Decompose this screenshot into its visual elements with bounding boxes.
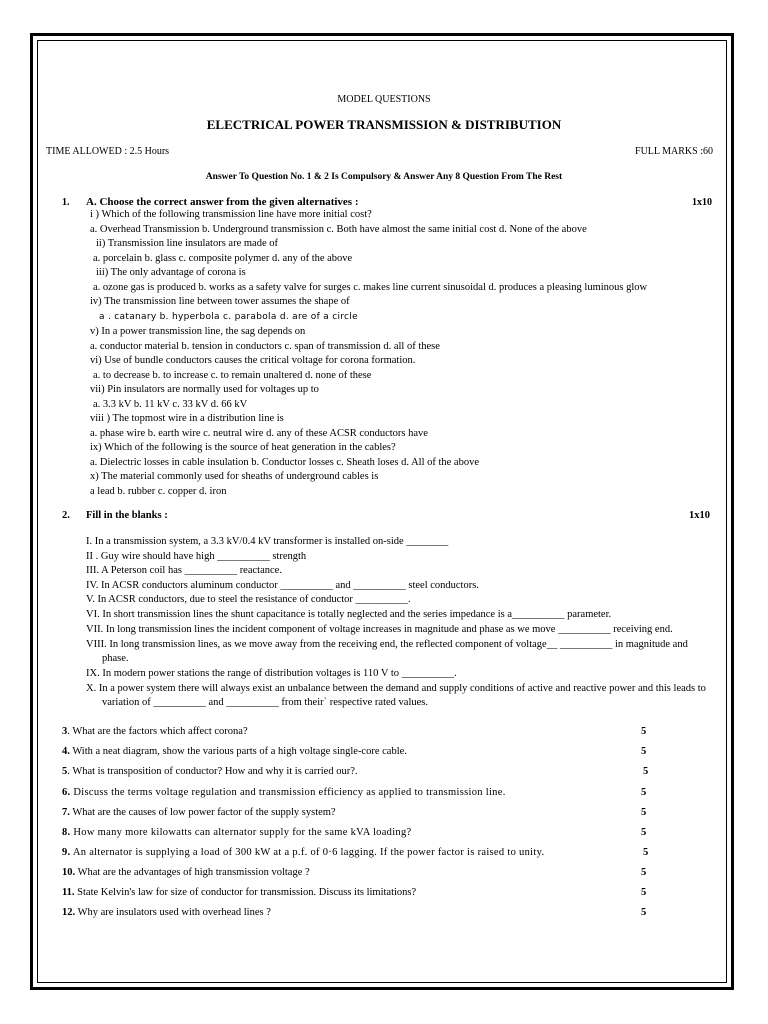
q1-line: v) In a power transmission line, the sag depends on — [90, 326, 306, 337]
question-marks: 5 — [641, 807, 647, 818]
q1-line: a. conductor material b. tension in conductors c. span of transmission d. all of these — [90, 341, 440, 352]
q1-line: ii) Transmission line insulators are made of — [96, 238, 278, 249]
q1-line: iii) The only advantage of corona is — [96, 267, 246, 278]
question-item: 9. An alternator is supplying a load of 300 kW at a p.f. of 0·6 lagging. If the power factor is raised to unity. — [62, 847, 545, 858]
q2-marks: 1x10 — [689, 510, 710, 521]
question-item: 11. State Kelvin's law for size of conductor for transmission. Discuss its limitations? — [62, 887, 417, 898]
q1-line: ix) Which of the following is the source of heat generation in the cables? — [90, 442, 396, 453]
q2-line: III. A Peterson coil has __________ reactance. — [86, 565, 282, 576]
q1-heading: A. Choose the correct answer from the given alternatives : — [86, 196, 359, 208]
q2-line: IX. In modern power stations the range of distribution voltages is 110 V to __________. — [86, 668, 457, 679]
q2-line: V. In ACSR conductors, due to steel the resistance of conductor __________. — [86, 594, 411, 605]
q1-line: a. Overhead Transmission b. Underground transmission c. Both have almost the same initial cost d. None of the above — [90, 224, 587, 235]
q1-line: vi) Use of bundle conductors causes the critical voltage for corona formation. — [90, 355, 416, 366]
instruction: Answer To Question No. 1 & 2 Is Compulsory & Answer Any 8 Question From The Rest — [205, 172, 563, 182]
q2-line: phase. — [102, 653, 129, 664]
q2-line: variation of __________ and __________ from their` respective rated values. — [102, 697, 428, 708]
q2-line: X. In a power system there will always exist an unbalance between the demand and supply conditions of active and reactive power and this leads to — [86, 683, 706, 694]
question-marks: 5 — [641, 827, 647, 838]
question-marks: 5 — [641, 726, 647, 737]
time-allowed: TIME ALLOWED : 2.5 Hours — [46, 146, 170, 157]
q2-line: I. In a transmission system, a 3.3 kV/0.4 kV transformer is installed on-side ________ — [86, 536, 449, 547]
question-marks: 5 — [641, 787, 647, 798]
q1-line: vii) Pin insulators are normally used for voltages up to — [90, 384, 319, 395]
full-marks: FULL MARKS :60 — [635, 146, 713, 157]
question-item: 3. What are the factors which affect corona? — [62, 726, 248, 737]
q1-line: a. porcelain b. glass c. composite polymer d. any of the above — [93, 253, 353, 264]
q2-line: II . Guy wire should have high __________ strength — [86, 551, 307, 562]
question-marks: 5 — [641, 867, 647, 878]
paper-title: ELECTRICAL POWER TRANSMISSION & DISTRIBUTION — [206, 117, 562, 132]
q1-line: a . catanary b. hyperbola c. parabola d. are of a circle — [99, 312, 358, 322]
question-item: 8. How many more kilowatts can alternator supply for the same kVA loading? — [62, 827, 412, 838]
q1-line: a. phase wire b. earth wire c. neutral wire d. any of these ACSR conductors have — [90, 428, 428, 439]
q2-line: VII. In long transmission lines the incident component of voltage increases in magnitude and phase as we move __________ receiving end. — [86, 624, 673, 635]
question-marks: 5 — [641, 746, 647, 757]
q2-line: VIII. In long transmission lines, as we move away from the receiving end, the reflected component of voltage__ __________ in magnitude and — [86, 639, 688, 650]
model-questions-label: MODEL QUESTIONS — [337, 94, 431, 105]
question-item: 10. What are the advantages of high transmission voltage ? — [62, 867, 310, 878]
question-marks: 5 — [643, 766, 649, 777]
q2-line: VI. In short transmission lines the shunt capacitance is totally neglected and the series impedance is a__________ parameter. — [86, 609, 612, 620]
q1-line: viii ) The topmost wire in a distribution line is — [90, 413, 284, 424]
q1-line: a. to decrease b. to increase c. to remain unaltered d. none of these — [93, 370, 372, 381]
question-item: 12. Why are insulators used with overhead lines ? — [62, 907, 271, 918]
q2-number: 2. — [62, 510, 70, 521]
question-item: 5. What is transposition of conductor? How and why it is carried our?. — [62, 766, 358, 777]
q1-marks: 1x10 — [692, 197, 712, 208]
q1-line: i ) Which of the following transmission line have more initial cost? — [90, 209, 372, 220]
q2-heading: Fill in the blanks : — [86, 510, 168, 521]
question-item: 6. Discuss the terms voltage regulation and transmission efficiency as applied to transmission line. — [62, 787, 506, 798]
q1-line: x) The material commonly used for sheaths of underground cables is — [90, 471, 379, 482]
question-marks: 5 — [641, 907, 647, 918]
question-marks: 5 — [641, 887, 647, 898]
question-item: 4. With a neat diagram, show the various parts of a high voltage single-core cable. — [62, 746, 407, 757]
q1-line: a. 3.3 kV b. 11 kV c. 33 kV d. 66 kV — [93, 399, 248, 410]
q1-line: a. ozone gas is produced b. works as a safety valve for surges c. makes line current sinusoidal d. produces a pleasing luminous glow — [93, 282, 648, 293]
question-item: 7. What are the causes of low power factor of the supply system? — [62, 807, 336, 818]
q1-line: a. Dielectric losses in cable insulation b. Conductor losses c. Sheath loses d. All of the above — [90, 457, 480, 468]
q2-line: IV. In ACSR conductors aluminum conductor __________ and __________ steel conductors. — [86, 580, 479, 591]
q1-number: 1. — [62, 197, 70, 208]
question-marks: 5 — [643, 847, 649, 858]
q1-line: a lead b. rubber c. copper d. iron — [90, 486, 227, 497]
q1-line: iv) The transmission line between tower assumes the shape of — [90, 296, 350, 307]
